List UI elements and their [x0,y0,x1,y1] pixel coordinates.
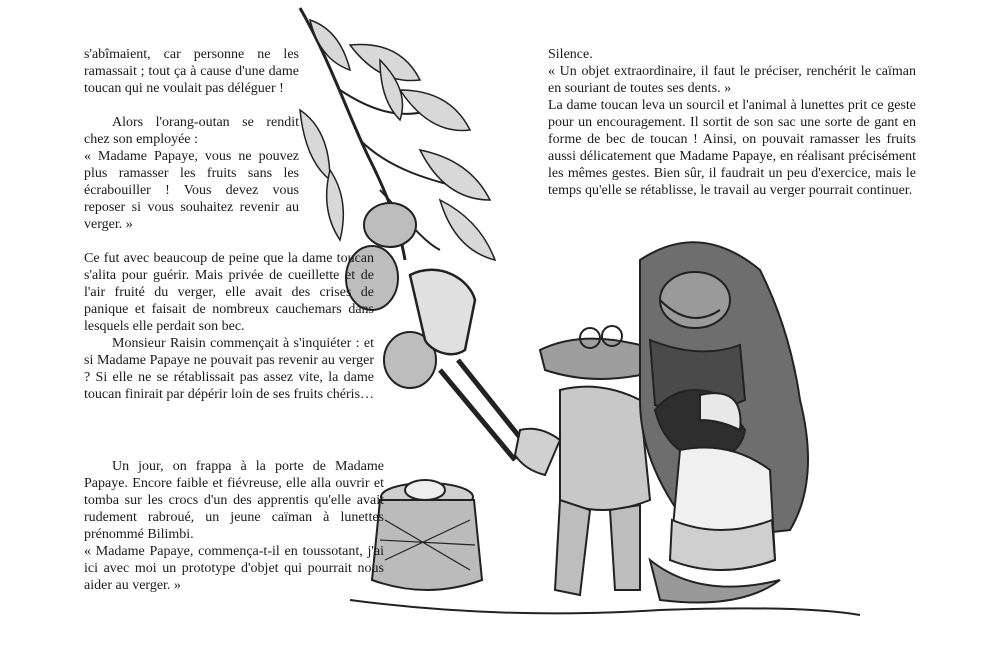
ground [350,600,860,615]
paragraph: Ce fut avec beaucoup de peine que la dame toucan s'alita pour guérir. Mais privée de cueillette et de l'air fruité du verger, elle avait des crises de panique et faisait de nombreux cauchemars dans lesquels elle perdait son bec. [84,251,374,334]
paragraph: La dame toucan leva un sourcil et l'animal à lunettes prit ce geste pour un encouragement. Il sortit de son sac une sorte de gant en forme de bec de toucan ! Ainsi, on pouvait ramasser les fruits aussi délicatement que Madame Papaye, en réalisant précisément les mêmes gestes. Bien sûr, il faudrait un peu d'exercice, mais le temps qu'elle se rétablisse, le travail au verger pourrait continuer. [548,98,916,198]
left-column-middle [84,250,374,403]
paragraph: s'abîmaient, car personne ne les ramassait ; tout ça à cause d'une dame toucan qui ne voulait pas déléguer ! [84,47,299,96]
right-column [548,46,916,199]
basket [372,480,482,590]
paragraph: Monsieur Raisin commençait à s'inquiéter : et si Madame Papaye ne pouvait pas revenir au verger ? Si elle ne se rétablissait pas assez vite, la dame toucan finirait par dépérir loin de ses fruits chéris… [84,336,375,402]
paragraph: Un jour, on frappa à la porte de Madame Papaye. Encore faible et fiévreuse, elle alla ouvrir et tomba sur les crocs d'un des apprentis qu'elle avait rudement rabroué, un jeune caïman à lunettes prénommé Bilimbi. [84,459,384,542]
left-column-bottom [84,458,384,594]
paragraph: Alors l'orang-outan se rendit chez son employée : [84,115,299,147]
quote: « Un objet extraordinaire, il faut le préciser, renchérit le caïman en souriant de toutes ses dents. » [548,64,916,96]
paragraph: Silence. [548,47,593,62]
left-column-top [84,46,299,233]
quote: « Madame Papaye, commença-t-il en toussotant, j'ai ici avec moi un prototype d'objet qui pourrait nous aider au verger. » [84,544,384,593]
caiman-character [515,326,650,595]
quote: « Madame Papaye, vous ne pouvez plus ramasser les fruits sans les écrabouiller ! Vous devez vous reposer si vous souhaitez revenir au verger. » [84,149,299,232]
